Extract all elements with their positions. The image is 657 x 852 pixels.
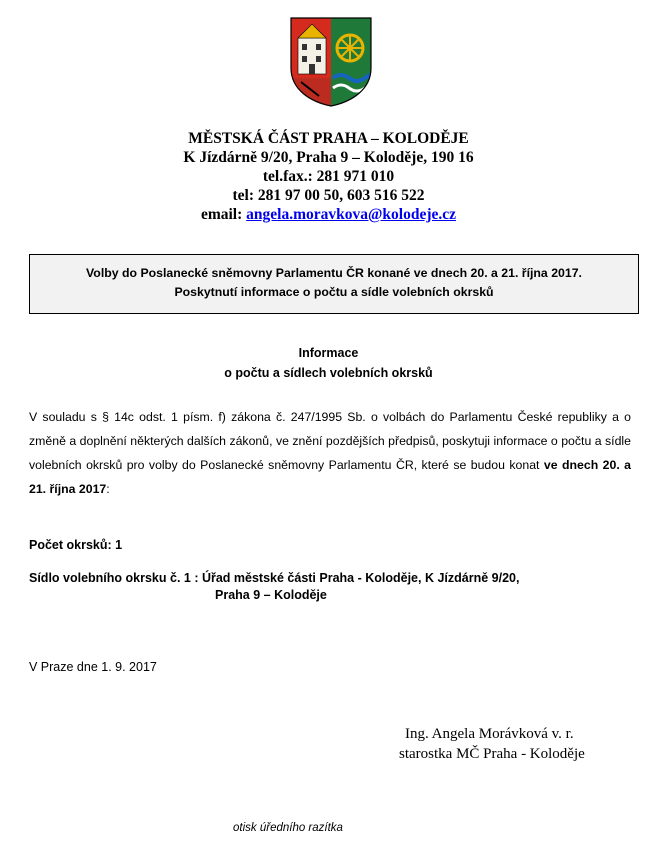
body-end: : bbox=[106, 482, 110, 496]
subject-line-2: Poskytnutí informace o počtu a sídle volebních okrsků bbox=[174, 285, 494, 299]
info-title-line-1: Informace bbox=[298, 346, 359, 360]
subject-line-1: Volby do Poslanecké sněmovny Parlamentu ČR konané ve dnech 20. a 21. října 2017. bbox=[86, 266, 582, 280]
coat-of-arms-icon bbox=[289, 16, 373, 108]
body-text: V souladu s § 14c odst. 1 písm. f) zákona č. 247/1995 Sb. o volbách do Parlamentu České republiky a o změně a doplnění některých dalších zákonů, ve znění pozdějších předpisů, poskytuji informace o počtu a sídle volebních okrsků pro volby do Poslanecké sněmovny Parlamentu ČR, které se budou konat bbox=[29, 410, 631, 472]
office-email-line bbox=[0, 205, 657, 224]
date-line: V Praze dne 1. 9. 2017 bbox=[29, 660, 157, 674]
district-count: Počet okrsků: 1 bbox=[29, 538, 123, 552]
district-seat-line-2: Praha 9 – Koloděje bbox=[215, 588, 327, 602]
info-title-line-2: o počtu a sídlech volebních okrsků bbox=[224, 366, 433, 380]
info-title bbox=[0, 343, 657, 383]
office-phone: tel: 281 97 00 50, 603 516 522 bbox=[232, 187, 425, 204]
stamp-note: otisk úředního razítka bbox=[233, 822, 343, 834]
office-address: K Jízdárně 9/20, Praha 9 – Koloděje, 190 16 bbox=[183, 149, 474, 166]
district-seat-line-1: Sídlo volebního okrsku č. 1 : Úřad městské části Praha - Koloděje, K Jízdárně 9/20, bbox=[29, 571, 520, 585]
body-paragraph bbox=[29, 405, 631, 501]
body-date: ve dnech 20. a 21. října 2017 bbox=[29, 458, 632, 496]
subject-box bbox=[29, 254, 639, 314]
office-header bbox=[0, 129, 657, 224]
email-link[interactable]: angela.moravkova@kolodeje.cz bbox=[246, 206, 457, 223]
signatory-name: Ing. Angela Morávková v. r. bbox=[405, 726, 574, 742]
office-name: MĚSTSKÁ ČÁST PRAHA – KOLODĚJE bbox=[188, 130, 469, 147]
signatory-title: starostka MČ Praha - Koloděje bbox=[399, 746, 585, 762]
office-fax: tel.fax.: 281 971 010 bbox=[262, 168, 395, 185]
email-label: email: bbox=[200, 206, 243, 223]
district-seat bbox=[29, 570, 639, 604]
signature-block bbox=[399, 724, 585, 764]
